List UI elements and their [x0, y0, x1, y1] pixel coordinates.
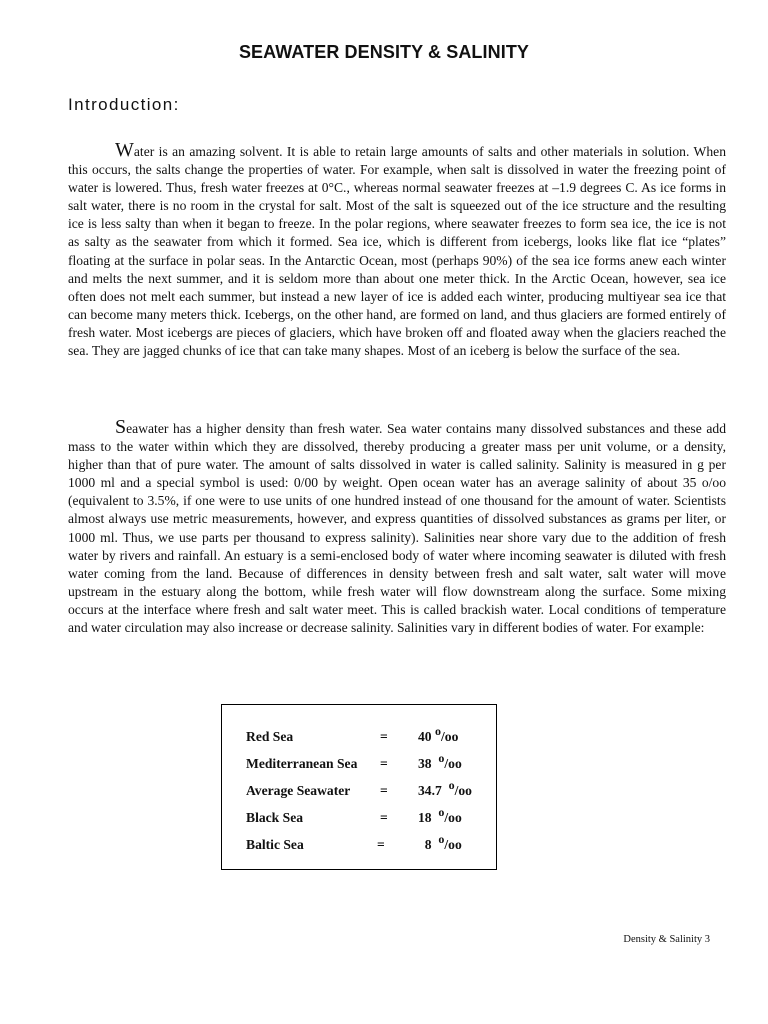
- salinity-value: 34.7 o/oo: [418, 778, 472, 798]
- salinity-value: 8 o/oo: [424, 832, 462, 852]
- salinity-row-red-sea: [246, 724, 486, 749]
- document-title: SEAWATER DENSITY & SALINITY: [238, 42, 530, 62]
- sea-name: Average Seawater: [246, 783, 351, 798]
- equals-sign: =: [380, 810, 388, 825]
- drop-letter: S: [115, 416, 127, 438]
- salinity-row-baltic-sea: [246, 832, 486, 857]
- drop-letter: W: [115, 139, 134, 161]
- page-footer: Density & Salinity 3: [623, 934, 710, 945]
- paragraph-text: ater is an amazing solvent. It is able to retain large amounts of salts and other materials in solution. When this occurs, the salts change the properties of water. For example, when salt is dissolved in water the freezing point of water is lowered. Thus, fresh water freezes at 0°C., whereas normal seawater freezes at –1.9 degrees C. As ice forms in salt water, there is no room in the crystal for salt. Most of the salt is squeezed out of the ice structure and the resulting ice is less salty than when it began to freeze. In the polar regions, where seawater freezes to form sea ice, the ice is not as salty as the seawater from which it formed. Sea ice, which is different from icebergs, looks like flat ice “plates” floating at the surface in polar seas. In the Antarctic Ocean, most (perhaps 90%) of the sea ice forms anew each winter and melts the next summer, and it is seldom more than about one meter thick. In the Arctic Ocean, however, sea ice often does not melt each summer, but instead a new layer of ice is added each winter, producing multiyear sea ice that can become many meters thick. Icebergs, on the other hand, are formed on land, and thus glaciers are formed entirely of fresh water. Most icebergs are pieces of glaciers, which have broken off and floated away when the glaciers reached the sea. They are jagged chunks of ice that can take many shapes. Most of an iceberg is below the surface of the sea.: [68, 144, 726, 359]
- paragraph-water-solvent: [68, 139, 726, 360]
- salinity-value: 38 o/oo: [418, 751, 462, 771]
- sea-name: Black Sea: [246, 810, 304, 825]
- sea-name: Baltic Sea: [246, 837, 304, 852]
- salinity-value: 18 o/oo: [418, 805, 462, 825]
- equals-sign: =: [380, 729, 388, 744]
- equals-sign: =: [377, 837, 385, 852]
- paragraph-text: eawater has a higher density than fresh water. Sea water contains many dissolved substances and these add mass to the water within which they are dissolved, thereby producing a greater mass per unit volume, or a density, higher than that of pure water. The amount of salts dissolved in water is called salinity. Salinity is measured in g per 1000 ml and a special symbol is used: 0/00 by weight. Open ocean water has an average salinity of about 35 o/oo (equivalent to 3.5%, if one were to use units of one hundred instead of one thousand for the amount of water. Scientists almost always use metric measurements, however, and express quantities of dissolved substances as grams per liter, or 1000 ml. Thus, we use parts per thousand to express salinity). Salinities near shore vary due to the addition of fresh water by rivers and rainfall. An estuary is a semi-enclosed body of water where incoming seawater is diluted with fresh water coming from the land. Because of differences in density between fresh and salt water, salt water will move upstream in the estuary along the bottom, while fresh water will flow downstream along the surface. Some mixing occurs at the interface where fresh and salt water meet. This is called brackish water. Local conditions of temperature and water circulation may also increase or decrease salinity. Salinities vary in different bodies of water. For example:: [68, 421, 726, 636]
- section-heading-introduction: Introduction:: [68, 95, 180, 114]
- salinity-row-black-sea: [246, 805, 486, 830]
- equals-sign: =: [380, 783, 388, 798]
- salinity-value: 40 o/oo: [418, 724, 459, 744]
- salinity-row-average-seawater: [246, 778, 486, 803]
- salinity-row-mediterranean-sea: [246, 751, 486, 776]
- equals-sign: =: [380, 756, 388, 771]
- salinity-table: [221, 704, 497, 870]
- sea-name: Mediterranean Sea: [246, 756, 358, 771]
- sea-name: Red Sea: [246, 729, 294, 744]
- paragraph-seawater-density: [68, 416, 726, 637]
